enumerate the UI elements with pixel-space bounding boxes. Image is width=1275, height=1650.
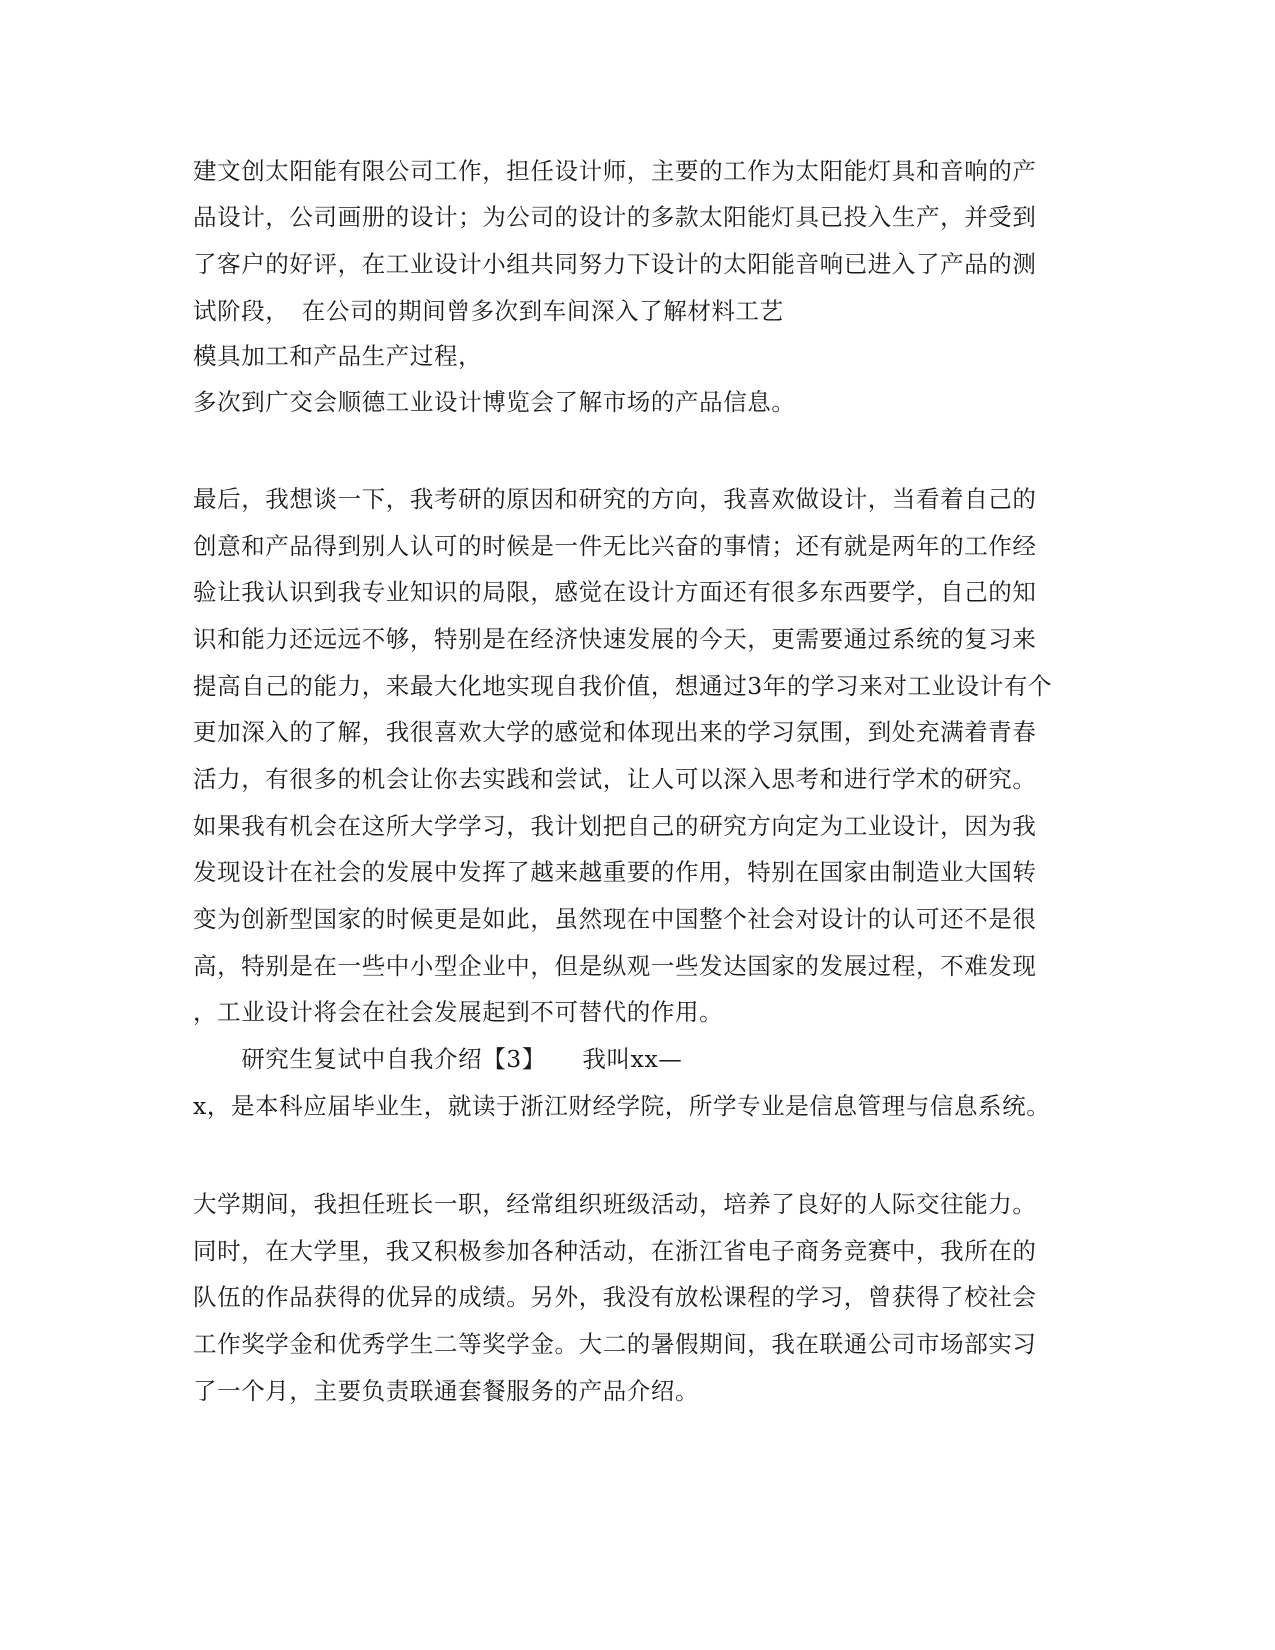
text-line: 同时，在大学里，我又积极参加各种活动，在浙江省电子商务竞赛中，我所在的 (193, 1237, 1037, 1265)
text-line: 活力，有很多的机会让你去实践和尝试，让人可以深入思考和进行学术的研究。 (193, 765, 1037, 793)
text-line: x，是本科应届毕业生，就读于浙江财经学院，所学专业是信息管理与信息系统。 (193, 1092, 1051, 1120)
text-line: 工作奖学金和优秀学生二等奖学金。大二的暑假期间，我在联通公司市场部实习 (193, 1330, 1037, 1358)
text-line: 更加深入的了解，我很喜欢大学的感觉和体现出来的学习氛围，到处充满着青春 (193, 718, 1037, 746)
text-line: 建文创太阳能有限公司工作，担任设计师，主要的工作为太阳能灯具和音响的产 (193, 157, 1037, 185)
text-line: 识和能力还远远不够，特别是在经济快速发展的今天，更需要通过系统的复习来 (193, 625, 1037, 653)
text-line: 验让我认识到我专业知识的局限，感觉在设计方面还有很多东西要学，自己的知 (193, 578, 1037, 606)
text-line: 试阶段， 在公司的期间曾多次到车间深入了解材料工艺 (193, 297, 784, 325)
section-heading-line: 研究生复试中自我介绍【3】 我叫xx— (193, 1045, 683, 1073)
text-line: 品设计，公司画册的设计；为公司的设计的多款太阳能灯具已投入生产，并受到 (193, 203, 1037, 231)
text-line: 大学期间，我担任班长一职，经常组织班级活动，培养了良好的人际交往能力。 (193, 1190, 1037, 1218)
text-line: 提高自己的能力，来最大化地实现自我价值，想通过3年的学习来对工业设计有个 (193, 672, 1053, 700)
text-line: 模具加工和产品生产过程， (193, 342, 483, 370)
text-line: 高，特别是在一些中小型企业中，但是纵观一些发达国家的发展过程，不难发现 (193, 952, 1037, 980)
text-line: 发现设计在社会的发展中发挥了越来越重要的作用，特别在国家由制造业大国转 (193, 858, 1037, 886)
text-line: 多次到广交会顺德工业设计博览会了解市场的产品信息。 (193, 388, 796, 416)
text-line: ，工业设计将会在社会发展起到不可替代的作用。 (193, 998, 724, 1026)
text-line: 如果我有机会在这所大学学习，我计划把自己的研究方向定为工业设计，因为我 (193, 812, 1037, 840)
text-line: 创意和产品得到别人认可的时候是一件无比兴奋的事情；还有就是两年的工作经 (193, 532, 1037, 560)
text-line: 队伍的作品获得的优异的成绩。另外，我没有放松课程的学习，曾获得了校社会 (193, 1283, 1037, 1311)
text-line: 了一个月，主要负责联通套餐服务的产品介绍。 (193, 1377, 700, 1405)
text-line: 了客户的好评，在工业设计小组共同努力下设计的太阳能音响已进入了产品的测 (193, 250, 1037, 278)
text-line: 变为创新型国家的时候更是如此，虽然现在中国整个社会对设计的认可还不是很 (193, 905, 1037, 933)
text-line: 最后，我想谈一下，我考研的原因和研究的方向，我喜欢做设计，当看着自己的 (193, 485, 1037, 513)
